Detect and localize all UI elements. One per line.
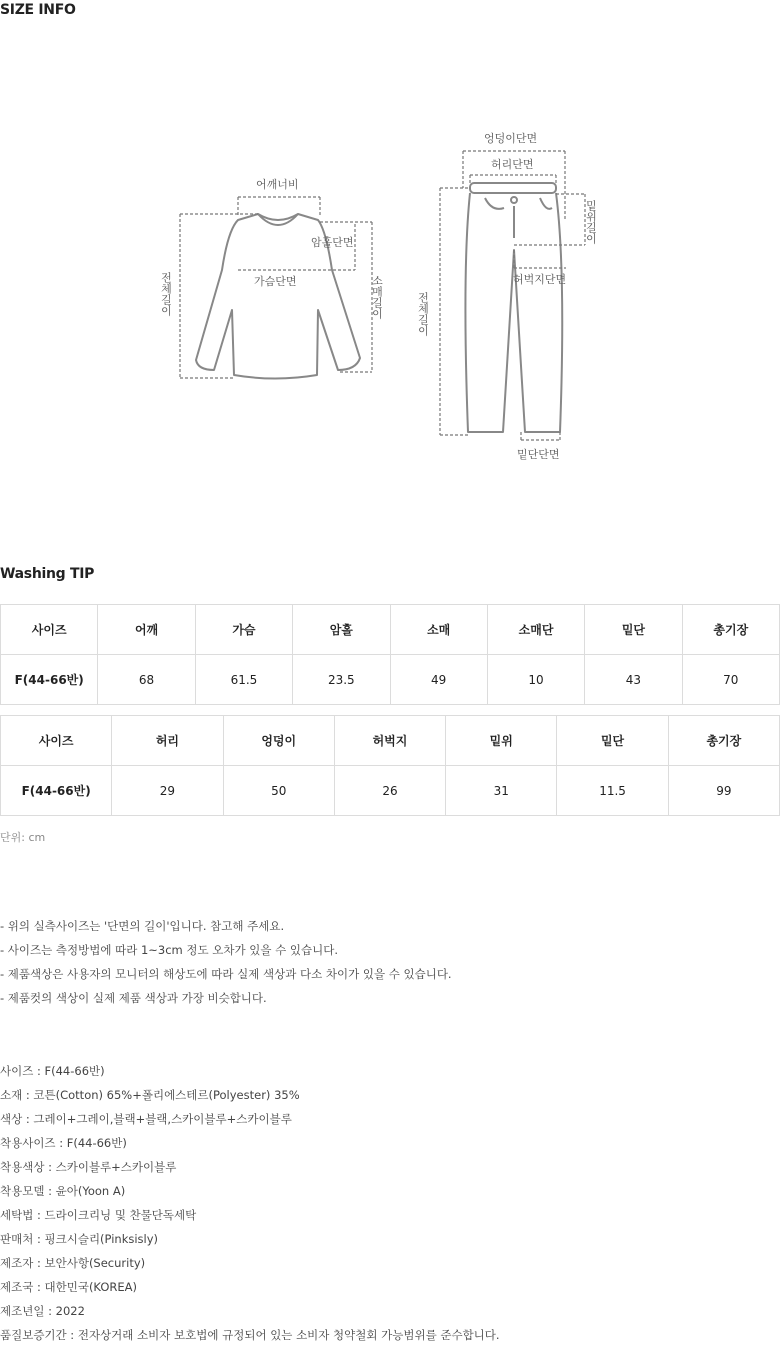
- washing-tip-title: Washing TIP: [0, 566, 95, 582]
- table-cell: 49: [390, 655, 487, 705]
- table-cell: 26: [334, 766, 445, 816]
- info-line: 제조자 : 보안사항(Security): [0, 1256, 146, 1270]
- table-header: 밑단: [585, 605, 682, 655]
- bottom-measure-lines: [440, 151, 585, 440]
- table-header: 사이즈: [1, 605, 98, 655]
- info-line: 착용모델 : 윤아(Yoon A): [0, 1184, 126, 1198]
- note-line: - 제품컷의 색상이 실제 제품 색상과 가장 비슷합니다.: [0, 991, 267, 1005]
- bottom-size-table: [0, 715, 780, 816]
- table-header: 총기장: [668, 716, 779, 766]
- bottom-hip-label: 엉덩이단면: [484, 132, 538, 145]
- size-info-title: SIZE INFO: [0, 2, 76, 18]
- top-chest-label: 가슴단면: [254, 275, 297, 288]
- table-header: 소매: [390, 605, 487, 655]
- table-row: [1, 766, 780, 816]
- table-header: 어깨: [98, 605, 195, 655]
- bottom-garment-illustration: [465, 183, 562, 432]
- info-line: 판매처 : 핑크시슬리(Pinksisly): [0, 1232, 159, 1246]
- table-cell: 29: [112, 766, 223, 816]
- table-cell: 50: [223, 766, 334, 816]
- top-armhole-label: 암홀단면: [311, 236, 354, 249]
- top-length-label: 전체길이: [159, 272, 173, 316]
- table-header: 허리: [112, 716, 223, 766]
- table-header: 허벅지: [334, 716, 445, 766]
- product-info: [0, 1059, 500, 1347]
- top-sleeve-label: 소매길이: [370, 275, 384, 319]
- top-size-table: [0, 604, 780, 705]
- info-line: 세탁법 : 드라이크리닝 및 찬물단독세탁: [0, 1208, 197, 1222]
- table-cell: 61.5: [195, 655, 292, 705]
- info-line: 착용사이즈 : F(44-66반): [0, 1136, 127, 1150]
- bottom-thigh-label: 허벅지단면: [513, 273, 567, 286]
- table-header-row: [1, 716, 780, 766]
- size-diagram: [0, 120, 780, 480]
- note-line: - 위의 실측사이즈는 '단면의 길이'입니다. 참고해 주세요.: [0, 919, 285, 933]
- note-line: - 사이즈는 측정방법에 따라 1~3cm 정도 오차가 있을 수 있습니다.: [0, 943, 339, 957]
- table-header: 밑위: [446, 716, 557, 766]
- table-header-row: [1, 605, 780, 655]
- table-header: 밑단: [557, 716, 668, 766]
- table-header: 암홀: [293, 605, 390, 655]
- table-cell: F(44-66반): [1, 766, 112, 816]
- top-shoulder-label: 어깨너비: [256, 178, 299, 191]
- table-cell: 11.5: [557, 766, 668, 816]
- info-line: 소재 : 코튼(Cotton) 65%+폴리에스테르(Polyester) 35%: [0, 1088, 300, 1102]
- table-header: 엉덩이: [223, 716, 334, 766]
- table-cell: 99: [668, 766, 779, 816]
- bottom-length-label: 전체길이: [416, 292, 430, 336]
- info-line: 제조년일 : 2022: [0, 1304, 85, 1318]
- table-header: 사이즈: [1, 716, 112, 766]
- table-cell: 43: [585, 655, 682, 705]
- table-cell: 68: [98, 655, 195, 705]
- table-cell: F(44-66반): [1, 655, 98, 705]
- bottom-hem-label: 밑단단면: [517, 448, 560, 461]
- info-line: 착용색상 : 스카이블루+스카이블루: [0, 1160, 177, 1174]
- table-header: 가슴: [195, 605, 292, 655]
- bottom-rise-label: 밑위길이: [584, 200, 598, 244]
- info-line: 품질보증기간 : 전자상거래 소비자 보호법에 규정되어 있는 소비자 청약철회 가능범위를 준수합니다.: [0, 1328, 500, 1342]
- table-cell: 31: [446, 766, 557, 816]
- table-cell: 70: [682, 655, 779, 705]
- info-line: 사이즈 : F(44-66반): [0, 1064, 105, 1078]
- table-cell: 23.5: [293, 655, 390, 705]
- info-line: 제조국 : 대한민국(KOREA): [0, 1280, 138, 1294]
- table-row: [1, 655, 780, 705]
- info-line: 색상 : 그레이+그레이,블랙+블랙,스카이블루+스카이블루: [0, 1112, 292, 1126]
- unit-label: 단위: cm: [0, 831, 46, 844]
- table-header: 총기장: [682, 605, 779, 655]
- size-notes: [0, 914, 452, 1010]
- table-cell: 10: [487, 655, 584, 705]
- note-line: - 제품색상은 사용자의 모니터의 해상도에 따라 실제 색상과 다소 차이가 있을 수 있습니다.: [0, 967, 452, 981]
- table-header: 소매단: [487, 605, 584, 655]
- bottom-waist-label: 허리단면: [491, 158, 534, 171]
